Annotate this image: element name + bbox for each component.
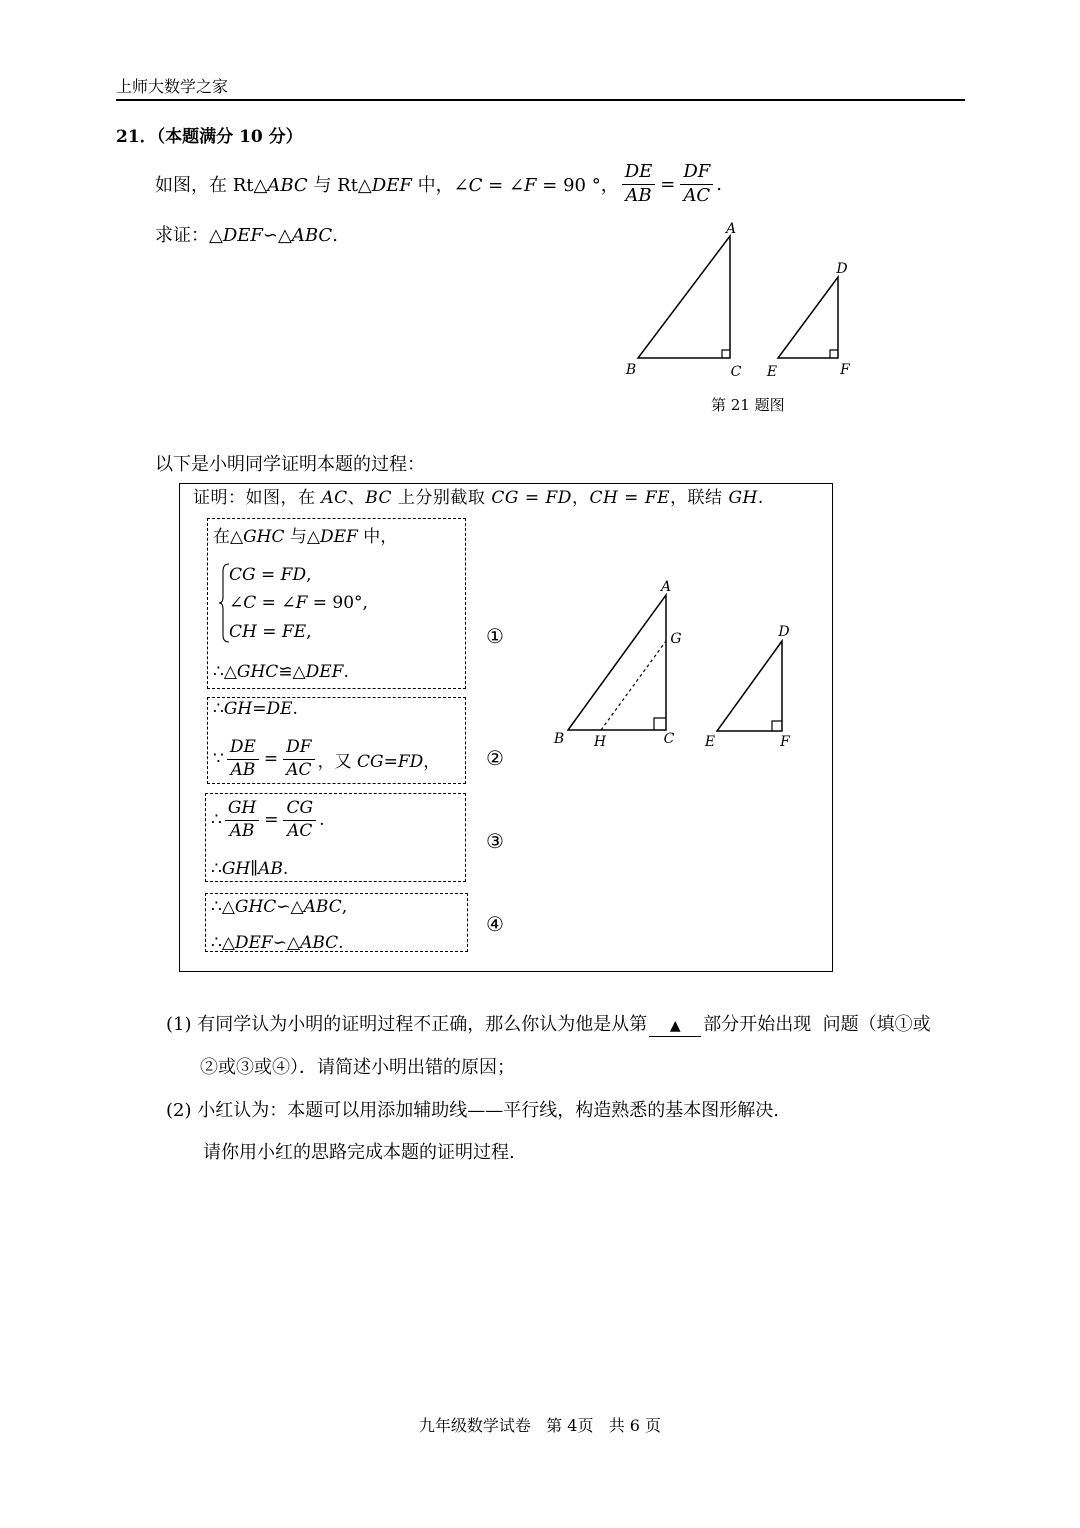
part3-fraction-line [211,796,324,844]
text-segment: ，联结 [670,488,729,508]
prove-statement [155,225,338,247]
fraction-numerator: DF [283,737,314,759]
vertex-label-g: G [670,631,682,647]
period: . [319,810,325,830]
question-number: 21． [116,127,157,147]
triangle-abc [568,595,666,730]
given-text [155,171,619,197]
condition-cg-fd [229,564,312,586]
subquestion-1-line1 [166,1013,931,1037]
fraction-df-ac [283,737,314,781]
math-variable: ABC [300,933,339,953]
vertex-label-c: C [663,731,675,747]
proof-first-line [193,488,764,508]
fraction-gh-ab [225,798,259,842]
text-segment: 如图，在 Rt△ [155,175,268,196]
text-segment: = [518,488,546,508]
text-segment: = ∠ [482,175,525,196]
math-variable: C [243,593,257,613]
text-segment: = [256,622,282,642]
math-variable: BC [365,488,393,508]
math-variable: DEF [222,225,263,246]
proof-box [179,483,833,972]
text-segment: 证明：如图，在 [193,488,322,508]
proof-figure [546,571,806,756]
part-label-1: ① [486,624,504,648]
text-segment: ∴△ [211,897,235,917]
text-segment: 上分别截取 [392,488,492,508]
part4-line2 [211,932,344,954]
math-variable: GHC [243,527,285,547]
question-score: （本题满分 10 分） [156,127,303,147]
text-segment: . [292,699,298,719]
text-segment: 中，∠ [411,175,469,196]
math-variable: GHC [234,897,277,917]
math-variable: GHC [236,662,279,682]
header-title: 上师大数学之家 [116,77,229,96]
fraction-numerator: DE [622,161,656,185]
part-label-4: ④ [486,912,504,936]
triangle-def [778,277,838,358]
vertex-label-f: F [780,734,790,750]
condition-ch-fe [229,621,312,643]
right-angle-mark-f [830,350,838,358]
subquestion-2-line1 [166,1099,779,1123]
subquestion-2-text: 小红认为：本题可以用添加辅助线——平行线，构造熟悉的基本图形解决. [197,1100,779,1121]
part1-conclusion [213,661,349,683]
text-segment: 中， [357,527,398,547]
equals-sign: = [264,810,279,830]
math-variable: CH [229,622,257,642]
vertex-label-d: D [836,261,848,277]
text-segment: = [383,751,398,772]
vertex-label-e: E [704,734,716,750]
dashed-segment-gh [601,641,666,730]
part4-line1 [211,896,347,918]
fraction-de-ab [622,161,656,207]
text-segment: ∽△ [262,225,292,246]
fraction-denominator: AB [625,184,652,206]
answer-blank[interactable]: ▲ [649,1016,701,1037]
right-angle-mark-f [772,721,782,731]
math-variable: CG [229,565,256,585]
part2-tail [318,747,441,772]
math-variable: CG [356,751,384,772]
fraction-denominator: AB [229,820,255,841]
text-segment: = 90 °， [536,175,619,196]
vertex-label-a: A [725,221,737,237]
text-segment: . [757,488,764,508]
math-variable: FE [644,488,671,508]
fraction-denominator: AC [683,184,711,206]
math-variable: CG [491,488,519,508]
text-segment: = [252,699,267,719]
subquestion-1-text-before: 有同学认为小明的证明过程不正确，那么你认为他是从第 [197,1014,648,1035]
subquestion-1-text-after: 部分开始出现 问题（填①或 [703,1014,931,1035]
fraction-numerator: DF [680,161,713,185]
text-segment: ∴△ [213,662,237,682]
text-segment: . [343,662,349,682]
math-variable: F [295,593,308,613]
triangle-def [717,641,782,731]
math-variable: F [524,175,537,196]
fraction-de-ab [227,737,259,781]
part-label-3: ③ [486,829,504,853]
text-segment: = [255,565,281,585]
proof-part-3 [205,793,466,882]
text-segment: , [306,565,312,585]
part1-intro [213,526,397,548]
vertex-label-d: D [778,624,790,640]
fraction-denominator: AC [287,820,313,841]
text-segment: ， [571,488,590,508]
given-line [155,160,722,208]
text-segment: = 90°, [307,593,368,613]
math-variable: DEF [371,175,412,196]
question-heading [116,126,303,148]
because-symbol: ∵ [213,749,224,769]
fraction-df-ac [680,161,713,207]
triangle-abc [638,236,730,358]
text-segment: 、 [347,488,366,508]
math-variable: FD [545,488,572,508]
fraction-cg-ac [283,798,316,842]
text-segment: 在△ [213,527,244,547]
vertex-label-e: E [766,364,778,380]
vertex-label-a: A [660,579,672,595]
header-divider [116,99,965,101]
math-variable: DEF [319,527,358,547]
subquestion-2-line2: 请你用小红的思路完成本题的证明过程. [203,1142,515,1163]
page-footer: 九年级数学试卷 第 4页 共 6 页 [418,1416,662,1435]
math-variable: ABC [267,175,308,196]
therefore-symbol: ∴ [211,810,222,830]
math-variable: AB [258,859,283,879]
right-angle-mark-c [654,718,666,730]
proof-intro: 以下是小明同学证明本题的过程： [155,454,425,475]
text-segment: ∴ [211,859,222,879]
proof-part-1 [207,518,466,689]
fraction-denominator: AB [230,759,256,780]
text-segment: ，又 [317,751,357,772]
equals-sign: = [263,749,279,769]
period: . [716,173,723,195]
text-segment: , [306,622,312,642]
math-variable: FD [280,565,307,585]
fraction-numerator: CG [283,798,316,820]
text-segment: ∴△ [211,933,235,953]
math-variable: CH [589,488,619,508]
math-variable: DE [266,699,293,719]
fraction-numerator: GH [225,798,259,820]
fraction-numerator: DE [227,737,259,759]
subquestion-1-line2: ②或③或④）．请简述小明出错的原因； [200,1057,515,1078]
text-segment: 求证：△ [155,225,223,246]
math-variable: DEF [305,662,344,682]
part3-line2 [211,858,288,880]
vertex-label-f: F [840,362,850,378]
text-segment: = [618,488,645,508]
math-variable: FD [397,751,424,772]
part2-line1 [213,698,298,720]
equals-sign: = [660,173,676,195]
figure-21-triangles [610,215,860,390]
text-segment: ∽△ [272,933,301,953]
text-segment: ∠ [229,593,244,613]
math-variable: GH [728,488,758,508]
text-segment: . [282,859,289,879]
math-variable: ABC [303,897,342,917]
condition-angles [229,592,368,614]
math-variable: GH [221,859,251,879]
subquestion-2-prefix: (2) [166,1100,198,1121]
math-variable: AC [321,488,348,508]
proof-part-4 [205,893,468,952]
text-segment: ∴ [213,699,224,719]
text-segment: 与△ [284,527,320,547]
vertex-label-b: B [625,362,637,378]
text-segment: ≌△ [278,662,306,682]
proof-part-2 [207,697,466,784]
math-variable: GH [223,699,253,719]
part2-fraction-line [213,735,440,783]
vertex-label-c: C [730,364,742,380]
vertex-label-b: B [553,731,565,747]
fraction-denominator: AC [286,759,312,780]
text-segment: ， [423,751,441,772]
figure-caption: 第 21 题图 [711,396,785,414]
math-variable: C [468,175,483,196]
math-variable: DEF [234,933,273,953]
vertex-label-h: H [593,734,607,750]
right-angle-mark-c [722,350,730,358]
subquestion-1-prefix: (1) [166,1014,198,1035]
text-segment: , [341,897,348,917]
text-segment: . [332,225,338,246]
math-variable: ABC [291,225,333,246]
part-label-2: ② [486,746,504,770]
text-segment: ∽△ [276,897,304,917]
text-segment: 与 Rt△ [307,175,372,196]
text-segment: = ∠ [256,593,296,613]
text-segment: ∥ [250,859,259,879]
text-segment: . [338,933,344,953]
math-variable: FE [281,622,307,642]
